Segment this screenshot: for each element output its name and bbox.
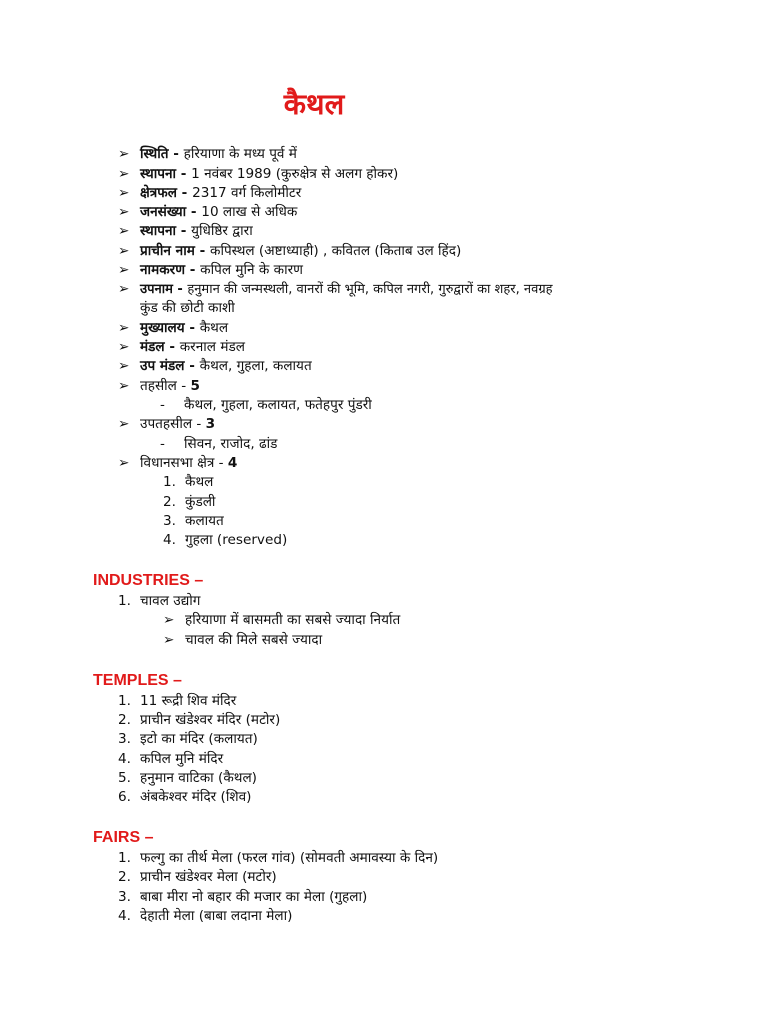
- document-page: कैथल ➢ स्थिति - हरियाणा के मध्य पूर्व में ➢ स्थापना - 1 नवंबर 1989 (कुरुक्षेत्र से अलग होकर) ➢ क्षेत्रफल - 2317 वर्ग किलोमीटर ➢ जनसंख्या - 10 लाख से अधिक ➢ स्थापना - युधिष्ठिर द्वारा ➢ प्राचीन नाम - कपिस्थल (अष्टाध्याही) , कवितल (किताब उल हिंद) ➢ नामकरण - कपिल मुनि के कारण ➢ उपनाम - हनुमान की जन्मस्थली, वानरों की भूमि, कपिल नगरी, गुरुद्वारों का शहर, नवग्रह कुंड की छोटी काशी ➢ मुख्यालय - कैथल ➢ मंडल - करनाल मंडल ➢ उप मंडल - कैथल, गुहला, कलायत ➢ तहसील - 5 - कैथल, गुहला, कलायत, फतेहपुर पुंडरी ➢ उपतहसील - 3 - सिवन, राजोद, ढांड ➢ विधानसभा क्षेत्र - 4 1. कैथल 2. कुंडली 3. कलायत 4. गुहला (reserved) INDUSTRIES – 1. चावल उद्योग ➢ हरियाणा में बासमती का सबसे ज्यादा निर्यात ➢ चावल की मिले सबसे ज्यादा TEMPLES – 1. 11 रूद्री शिव मंदिर 2. प्राचीन खंडेश्वर मंदिर (मटोर) 3. इटो का मंदिर (कलायत) 4. कपिल मुनि मंदिर 5. हनुमान वाटिका (कैथल) 6. अंबकेश्वर मंदिर (शिव) FAIRS – 1. फल्गु का तीर्थ मेला (फरल गांव) (सोमवती अमावस्या के दिन) 2. प्राचीन खंडेश्वर मेला (मटोर) 3. बाबा मीरा नो बहार की मजार का मेला (गुहला) 4. देहाती मेला (बाबा लदाना मेला): [0, 0, 768, 1024]
- arrow-bullet-icon: ➢: [163, 612, 175, 628]
- arrow-bullet-icon: ➢: [118, 378, 130, 394]
- dash-bullet: -: [160, 436, 165, 452]
- arrow-bullet-icon: ➢: [118, 146, 130, 162]
- dash-bullet: -: [160, 397, 165, 413]
- fact-upnaam-continued: कुंड की छोटी काशी: [140, 300, 235, 316]
- arrow-bullet-icon: ➢: [118, 281, 130, 297]
- fairs-heading: FAIRS –: [93, 829, 154, 846]
- arrow-bullet-icon: ➢: [118, 455, 130, 471]
- arrow-bullet-icon: ➢: [118, 223, 130, 239]
- arrow-bullet-icon: ➢: [118, 320, 130, 336]
- page-title: कैथल: [283, 87, 345, 121]
- arrow-bullet-icon: ➢: [163, 632, 175, 648]
- arrow-bullet-icon: ➢: [118, 204, 130, 220]
- industries-heading: INDUSTRIES –: [93, 572, 204, 589]
- arrow-bullet-icon: ➢: [118, 358, 130, 374]
- arrow-bullet-icon: ➢: [118, 243, 130, 259]
- temples-heading: TEMPLES –: [93, 672, 182, 689]
- arrow-bullet-icon: ➢: [118, 166, 130, 182]
- arrow-bullet-icon: ➢: [118, 185, 130, 201]
- arrow-bullet-icon: ➢: [118, 416, 130, 432]
- arrow-bullet-icon: ➢: [118, 339, 130, 355]
- arrow-bullet-icon: ➢: [118, 262, 130, 278]
